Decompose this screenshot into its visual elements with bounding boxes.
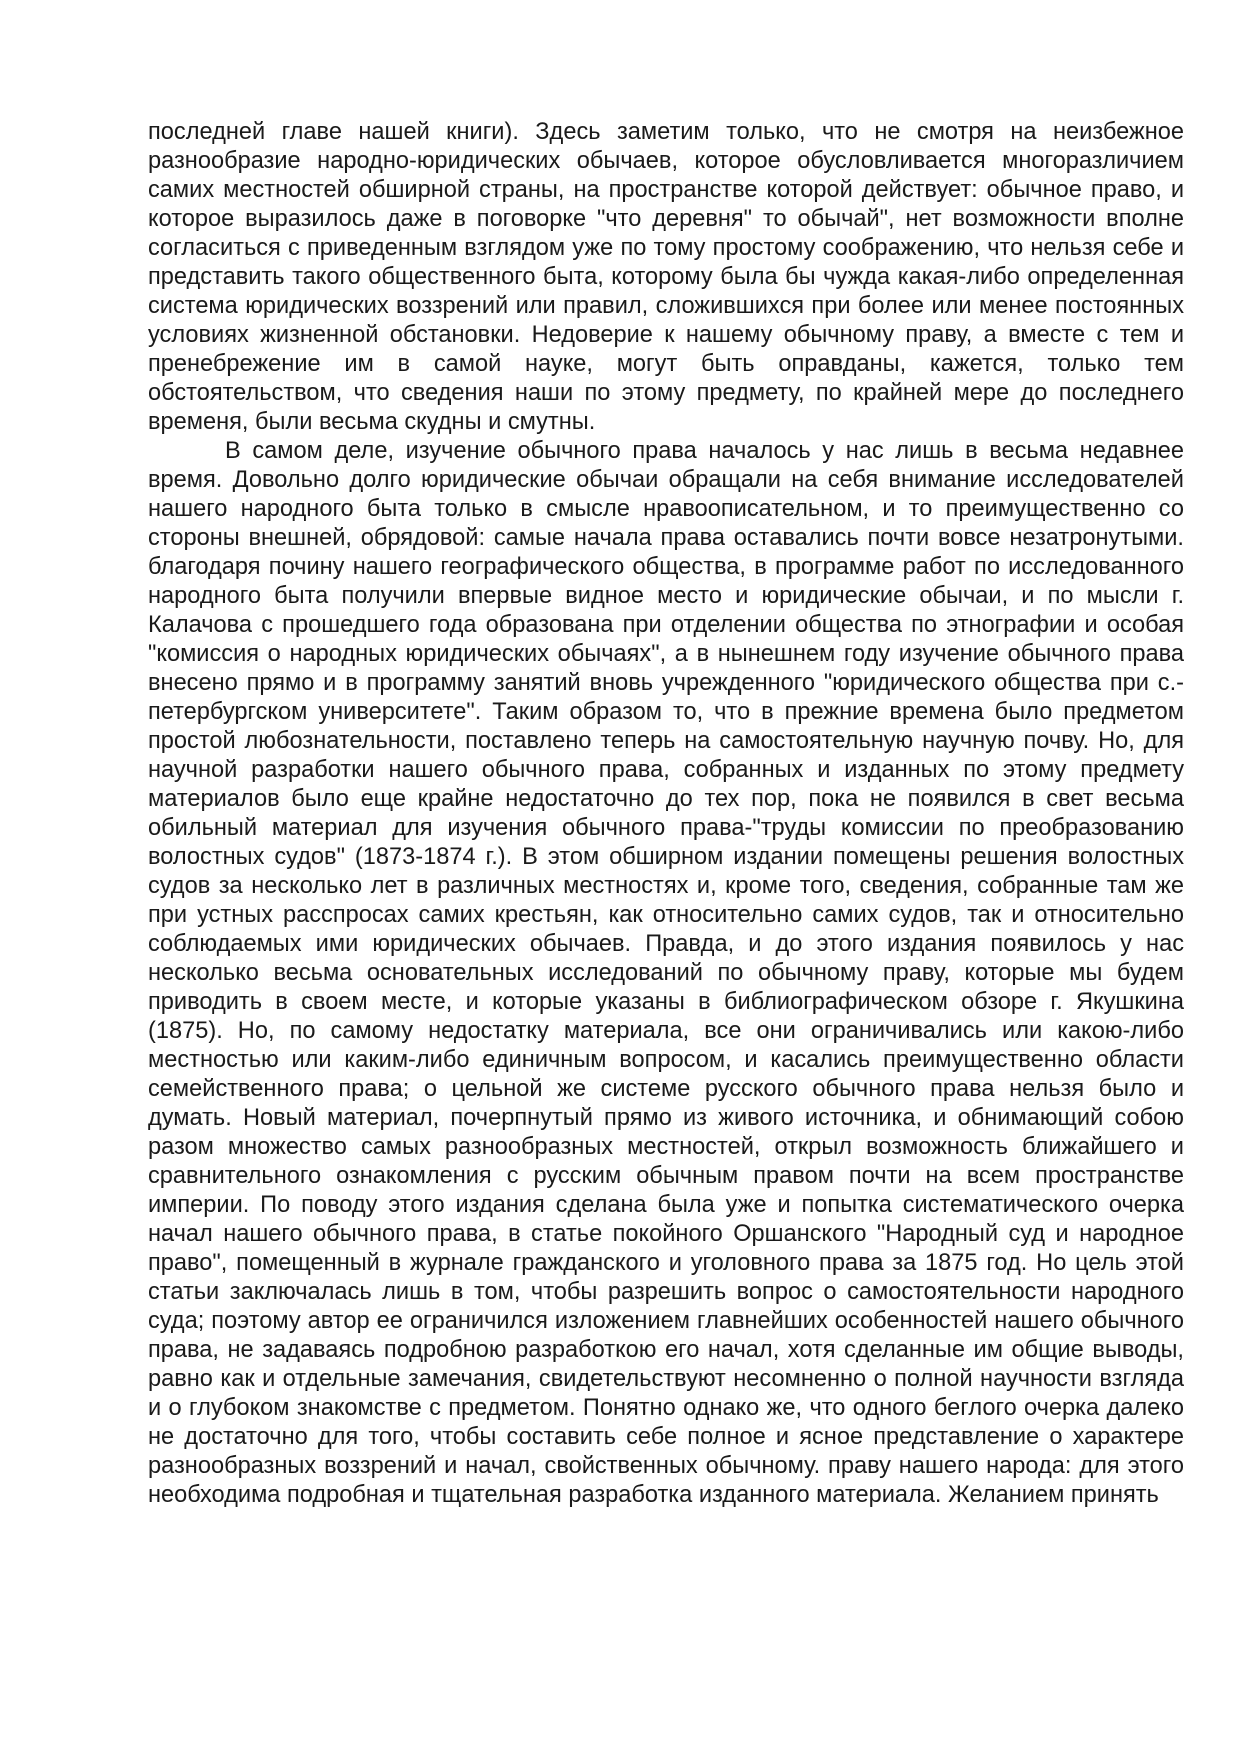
document-page: [148, 118, 1184, 1510]
paragraph-2: В самом деле, изучение обычного права началось у нас лишь в весьма недавнее время. Довольно долго юридические обычаи обращали на себя внимание исследователей нашего народного быта только в смысле нравоописательном, и то преимущественно со стороны внешней, обрядовой: самые начала права оставались почти вовсе незатронутыми. благодаря почину нашего географического общества, в программе работ по исследованного народного быта получили впервые видное место и юридические обычаи, и по мысли г. Калачова с прошедшего года образована при отделении общества по этнографии и особая "комиссия о народных юридических обычаях", а в нынешнем году изучение обычного права внесено прямо и в программу занятий вновь учрежденного "юридического общества при с.-петербургском университете". Таким образом то, что в прежние времена было предметом простой любознательности, поставлено теперь на самостоятельную научную почву. Но, для научной разработки нашего обычного права, собранных и изданных по этому предмету материалов было еще крайне недостаточно до тех пор, пока не появился в свет весьма обильный материал для изучения обычного права-"труды комиссии по преобразованию волостных судов" (1873-1874 г.). В этом обширном издании помещены решения волостных судов за несколько лет в различных местностях и, кроме того, сведения, собранные там же при устных расспросах самих крестьян, как относительно самих судов, так и относительно соблюдаемых ими юридических обычаев. Правда, и до этого издания появилось у нас несколько весьма основательных исследований по обычному праву, которые мы будем приводить в своем месте, и которые указаны в библиографическом обзоре г. Якушкина (1875). Но, по самому недостатку материала, все они ограничивались или какою-либо местностью или каким-либо единичным вопросом, и касались преимущественно области семейственного права; о цельной же системе русского обычного права нельзя было и думать. Новый материал, почерпнутый прямо из живого источника, и обнимающий собою разом множество самых разнообразных местностей, открыл возможность ближайшего и сравнительного ознакомления с русским обычным правом почти на всем пространстве империи. По поводу этого издания сделана была уже и попытка систематического очерка начал нашего обычного права, в статье покойного Оршанского "Народный суд и народное право", помещенный в журнале гражданского и уголовного права за 1875 год. Но цель этой статьи заключалась лишь в том, чтобы разрешить вопрос о самостоятельности народного суда; поэтому автор ее ограничился изложением главнейших особенностей нашего обычного права, не задаваясь подробною разработкою его начал, хотя сделанные им общие выводы, равно как и отдельные замечания, свидетельствуют несомненно о полной научности взгляда и о глубоком знакомстве с предметом. Понятно однако же, что одного беглого очерка далеко не достаточно для того, чтобы составить себе полное и ясное представление о характере разнообразных воззрений и начал, свойственных обычному. праву нашего народа: для этого необходима подробная и тщательная разработка изданного материала. Желанием принять: [148, 438, 1184, 1508]
paragraph-1: последней главе нашей книги). Здесь заметим только, что не смотря на неизбежное разнообразие народно-юридических обычаев, которое обусловливается многоразличием самих местностей обширной страны, на пространстве которой действует: обычное право, и которое выразилось даже в поговорке "что деревня" то обычай", нет возможности вполне согласиться с приведенным взглядом уже по тому простому соображению, что нельзя себе и представить такого общественного быта, которому была бы чужда какая-либо определенная система юридических воззрений или правил, сложившихся при более или менее постоянных условиях жизненной обстановки. Недоверие к нашему обычному праву, а вместе с тем и пренебрежение им в самой науке, могут быть оправданы, кажется, только тем обстоятельством, что сведения наши по этому предмету, по крайней мере до последнего временя, были весьма скудны и смутны.: [148, 119, 1184, 435]
